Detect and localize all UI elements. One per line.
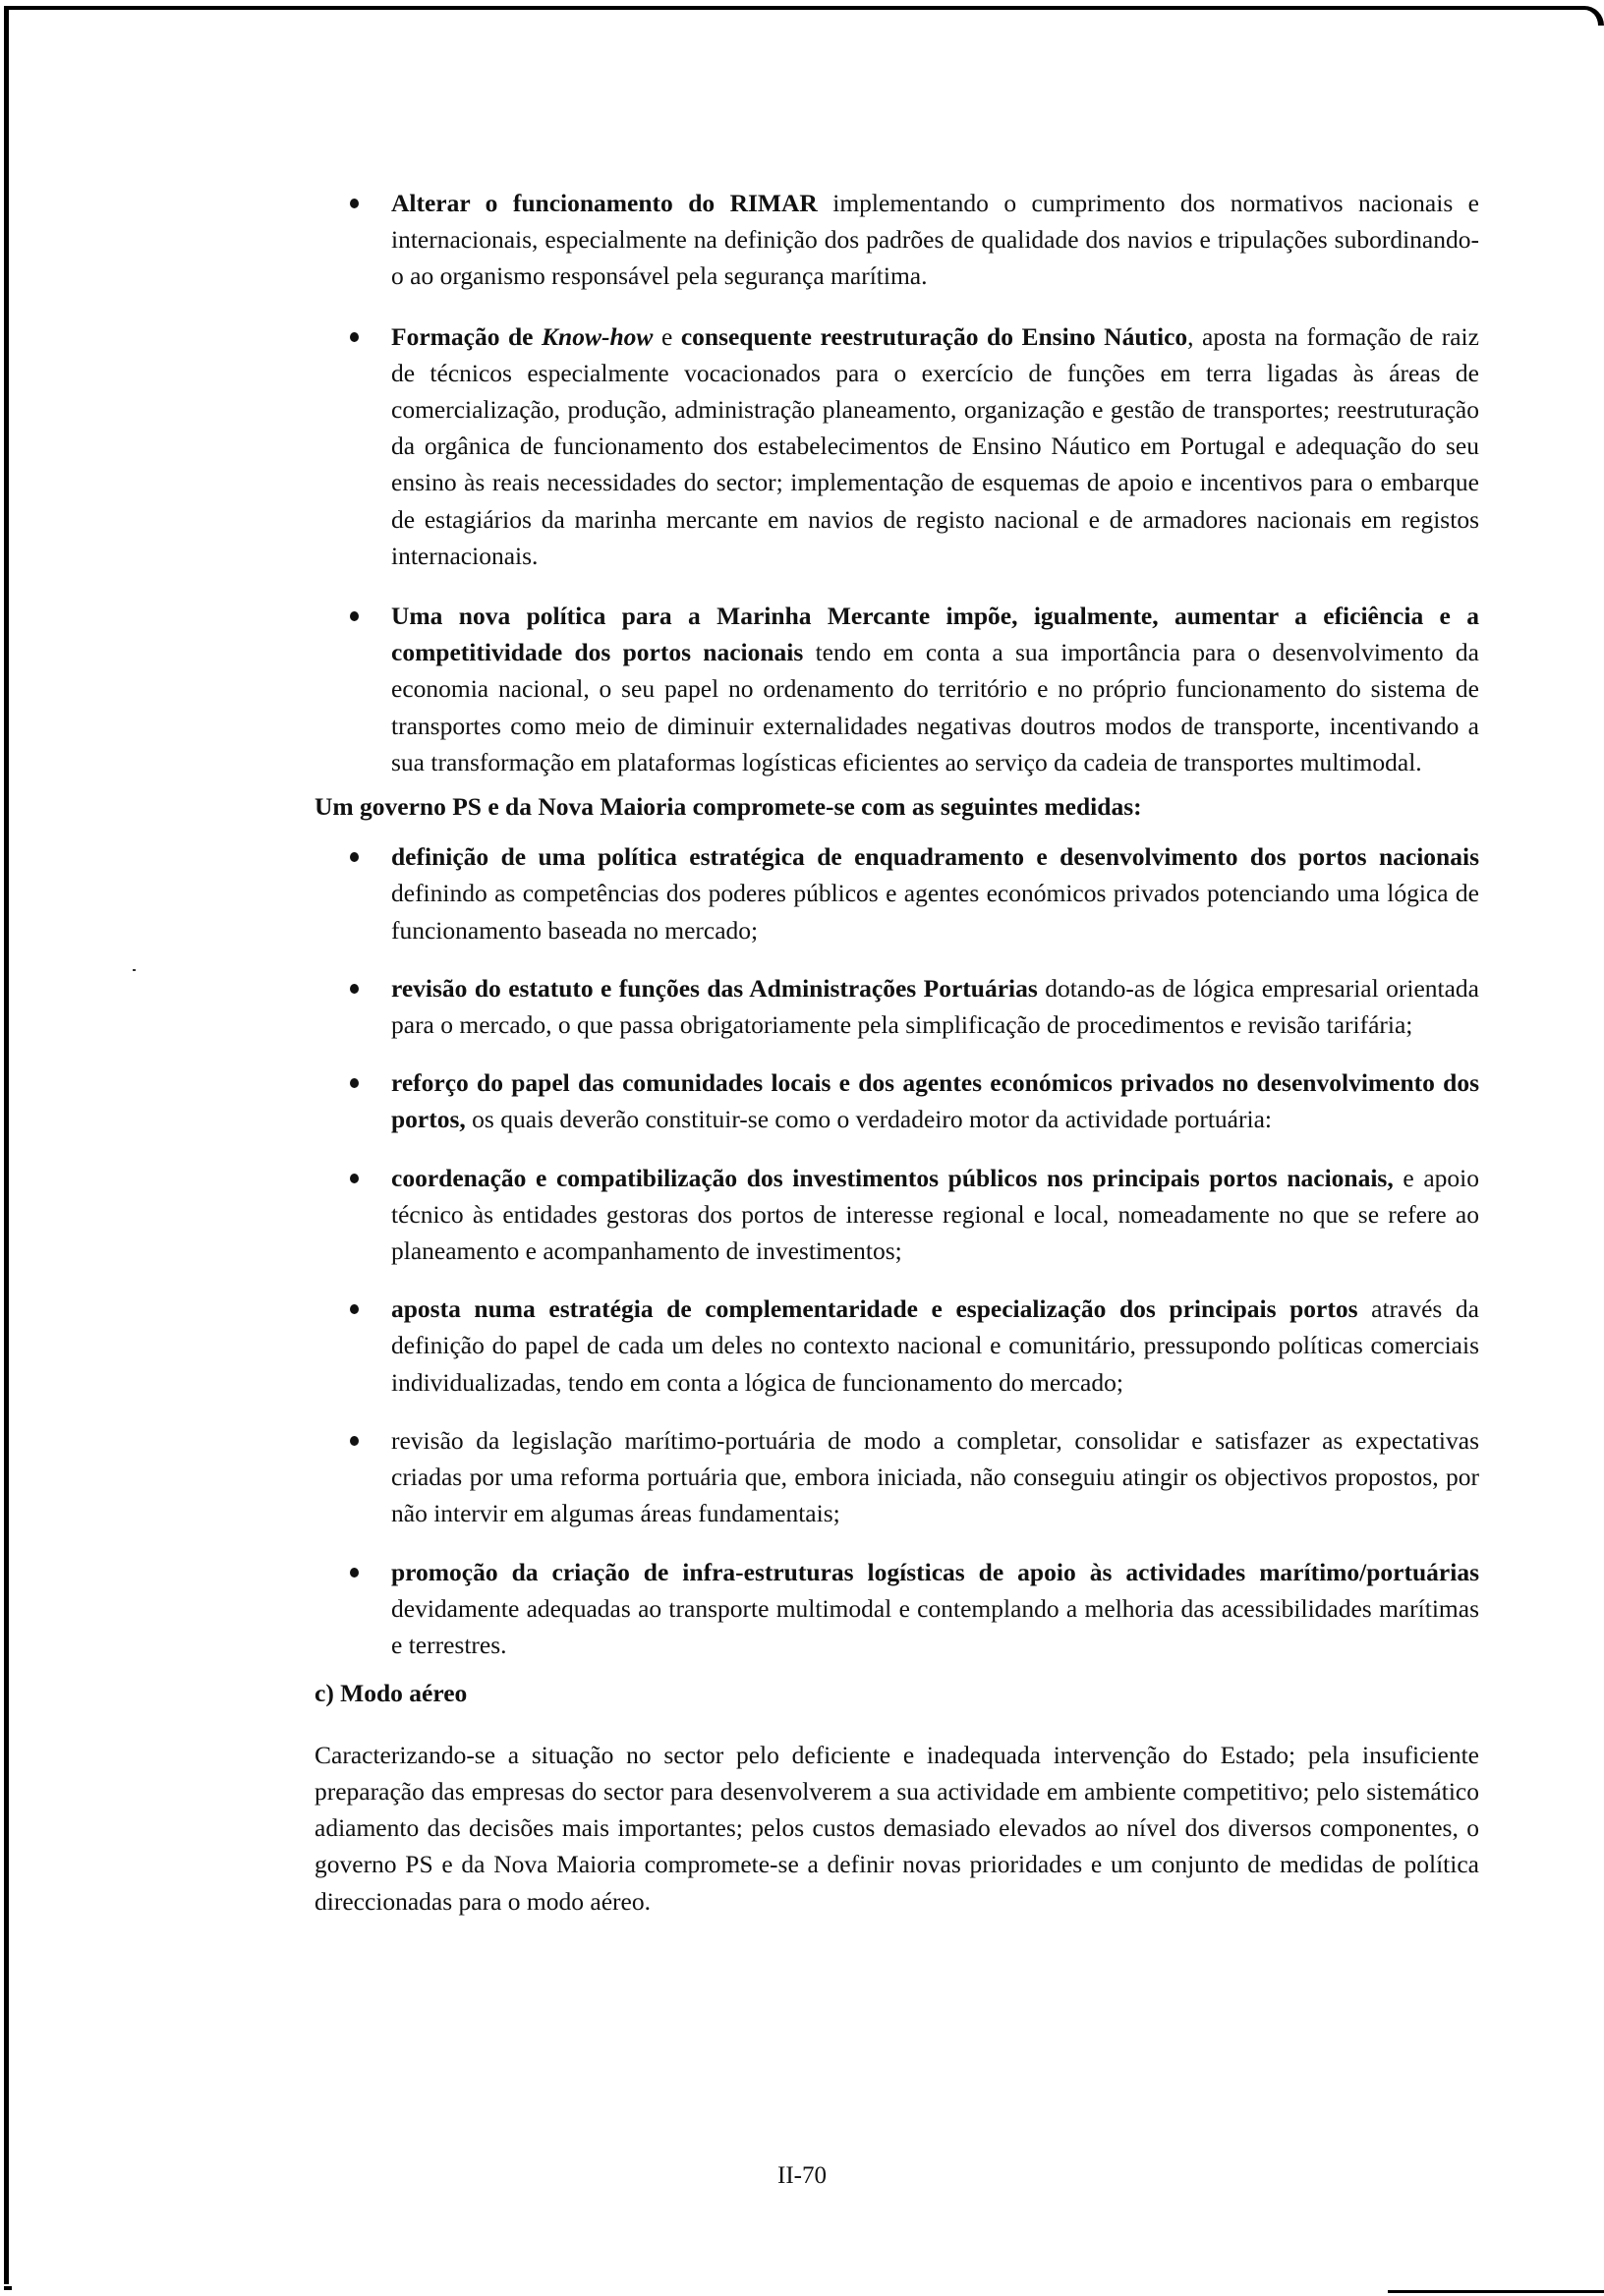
measure-item (315, 838, 1479, 948)
scan-border-top (6, 6, 1539, 10)
bullet-text: e (653, 321, 681, 351)
measure-bold-text: promoção da criação de infra-estruturas logísticas de apoio às actividades marítimo/portuárias (391, 1557, 1479, 1586)
bullet-text: , aposta na formação de raiz de técnicos especialmente vocacionados para o exercício de funções em terra ligadas às áreas de comercialização, produção, administração planeamento, organização e gestão de transportes; reestruturação da orgânica de funcionamento dos estabelecimentos de Ensino Náutico em Portugal e adequação do seu ensino às reais necessidades do sector; implementação de esquemas de apoio e incentivos para o embarque de estagiários da marinha mercante em navios de registo nacional e de armadores nacionais em registos internacionais. (391, 321, 1479, 570)
measures-intro: Um governo PS e da Nova Maioria compromete-se com as seguintes medidas: (315, 792, 1142, 822)
measure-text: os quais deverão constituir-se como o verdadeiro motor da actividade portuária: (465, 1105, 1272, 1134)
document-body (315, 185, 1479, 1944)
bullet-bold-text: Alterar o funcionamento do RIMAR (391, 189, 818, 217)
bullet-italic-text: Know-how (542, 321, 654, 351)
measure-item (315, 970, 1479, 1043)
scan-border-foot (4, 2286, 12, 2290)
bullet-icon (350, 984, 359, 994)
measure-text: dotando-as de lógica empresarial orientada para o mercado, o que passa obrigatoriamente pela simplificação de procedimentos e revisão tarifária; (391, 973, 1480, 1040)
section-heading: c) Modo aéreo (315, 1679, 468, 1708)
bullet-bold-text: Formação de (391, 321, 543, 351)
bullet-item (315, 185, 1479, 295)
scan-border-corner (1535, 6, 1604, 26)
measure-text: definindo as competências dos poderes públicos e agentes económicos privados potenciando uma lógica de funcionamento baseada no mercado; (391, 879, 1479, 945)
bullet-icon (350, 852, 359, 862)
bullet-icon (350, 1174, 359, 1183)
bullet-item (315, 598, 1479, 780)
measure-text: e apoio técnico às entidades gestoras dos portos de interesse regional e local, nomeadamente no que se refere ao planeamento e acompanhamento de investimentos; (391, 1163, 1479, 1266)
bullet-text: tendo em conta a sua importância para o desenvolvimento da economia nacional, o seu papel no ordenamento do território e no próprio funcionamento do sistema de transportes como meio de diminuir externalidades negativas doutros modos de transporte, incentivando a sua transformação em plataformas logísticas eficientes ao serviço da cadeia de transportes multimodal. (391, 638, 1479, 776)
measure-bold-text: aposta numa estratégia de complementaridade e especialização dos principais portos (391, 1294, 1358, 1324)
bullet-icon (350, 332, 359, 342)
bullet-item (315, 318, 1479, 574)
measure-bold-text: revisão do estatuto e funções das Administrações Portuárias (391, 973, 1038, 1003)
bullet-icon (350, 1568, 359, 1578)
bullet-icon (350, 1436, 359, 1446)
scan-speck (133, 969, 136, 971)
measure-text: devidamente adequadas ao transporte multimodal e contemplando a melhoria das acessibilidades marítimas e terrestres. (391, 1593, 1479, 1659)
bullet-text: implementando o cumprimento dos normativos nacionais e internacionais, especialmente na definição dos padrões de qualidade dos navios e tripulações subordinando-o ao organismo responsável pela segurança marítima. (391, 189, 1479, 291)
scan-border-left (4, 6, 9, 2284)
measure-item (315, 1422, 1479, 1532)
bullet-icon (350, 199, 359, 208)
measure-bold-text: definição de uma política estratégica de enquadramento e desenvolvimento dos portos nacionais (391, 842, 1479, 872)
bullet-bold-text: consequente reestruturação do Ensino Náutico (680, 321, 1188, 351)
measure-text: revisão da legislação marítimo-portuária de modo a completar, consolidar e satisfazer as expectativas criadas por uma reforma portuária que, embora iniciada, não conseguiu atingir os objectivos propostos, por não intervir em algumas áreas fundamentais; (391, 1425, 1479, 1528)
page-number: II-70 (777, 2162, 827, 2189)
measures-list (315, 838, 1479, 1663)
measure-item (315, 1160, 1479, 1270)
measure-text: através da definição do papel de cada um deles no contexto nacional e comunitário, pressupondo políticas comerciais individualizadas, tendo em conta a lógica de funcionamento do mercado; (391, 1294, 1479, 1397)
section-paragraph: Caracterizando-se a situação no sector pelo deficiente e inadequada intervenção do Estado; pela insuficiente preparação das empresas do sector para desenvolverem a sua actividade em ambiente competitivo; pelo sistemático adiamento das decisões mais importantes; pelos custos demasiado elevados ao nível dos diversos componentes, o governo PS e da Nova Maioria compromete-se a definir novas prioridades e um conjunto de medidas de política direccionadas para o modo aéreo. (315, 1740, 1479, 1916)
measure-bold-text: coordenação e compatibilização dos investimentos públicos nos principais portos nacionais, (391, 1163, 1394, 1192)
measure-item (315, 1554, 1479, 1664)
scan-border-bottom (1388, 2290, 1604, 2293)
bullet-icon (350, 1304, 359, 1314)
measure-bold-text: reforço do papel das comunidades locais e dos agentes económicos privados no desenvolvimento dos portos, (391, 1068, 1479, 1134)
bullet-bold-text: Uma nova política para a Marinha Mercante impõe, igualmente, aumentar a eficiência e a competitividade dos portos nacionais (391, 602, 1479, 667)
policy-bullets (315, 185, 1479, 780)
bullet-icon (350, 611, 359, 621)
bullet-icon (350, 1078, 359, 1088)
measure-item (315, 1064, 1479, 1137)
measure-item (315, 1291, 1479, 1401)
